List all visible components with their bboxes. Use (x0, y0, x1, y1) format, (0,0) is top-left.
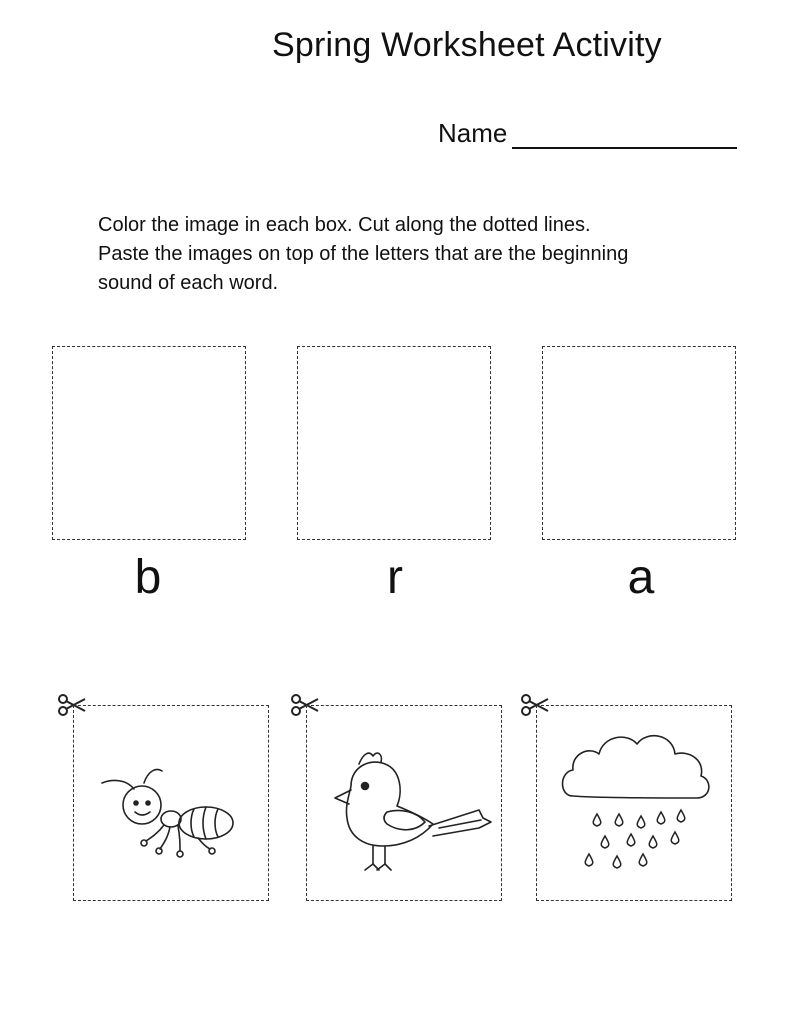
instructions (98, 211, 718, 298)
rain-cloud-icon (557, 724, 717, 884)
name-underline (512, 147, 737, 149)
cutout-box-rain (536, 705, 732, 901)
cutout-box-ant (73, 705, 269, 901)
bird-icon (321, 746, 496, 886)
paste-box-3 (542, 346, 736, 540)
name-field (438, 118, 743, 152)
letter-b: b (134, 551, 162, 604)
instruction-line: Color the image in each box. Cut along the dotted lines. (98, 214, 591, 236)
instruction-line: Paste the images on top of the letters that are the beginning (98, 243, 629, 265)
instruction-line: sound of each word. (98, 272, 279, 294)
name-label: Name (438, 118, 508, 148)
cutout-box-bird (306, 705, 502, 901)
letter-a: a (627, 551, 655, 604)
ant-icon (94, 761, 244, 861)
paste-box-1 (52, 346, 246, 540)
paste-box-2 (297, 346, 491, 540)
letter-r: r (387, 551, 403, 604)
worksheet-title: Spring Worksheet Activity (272, 26, 662, 64)
